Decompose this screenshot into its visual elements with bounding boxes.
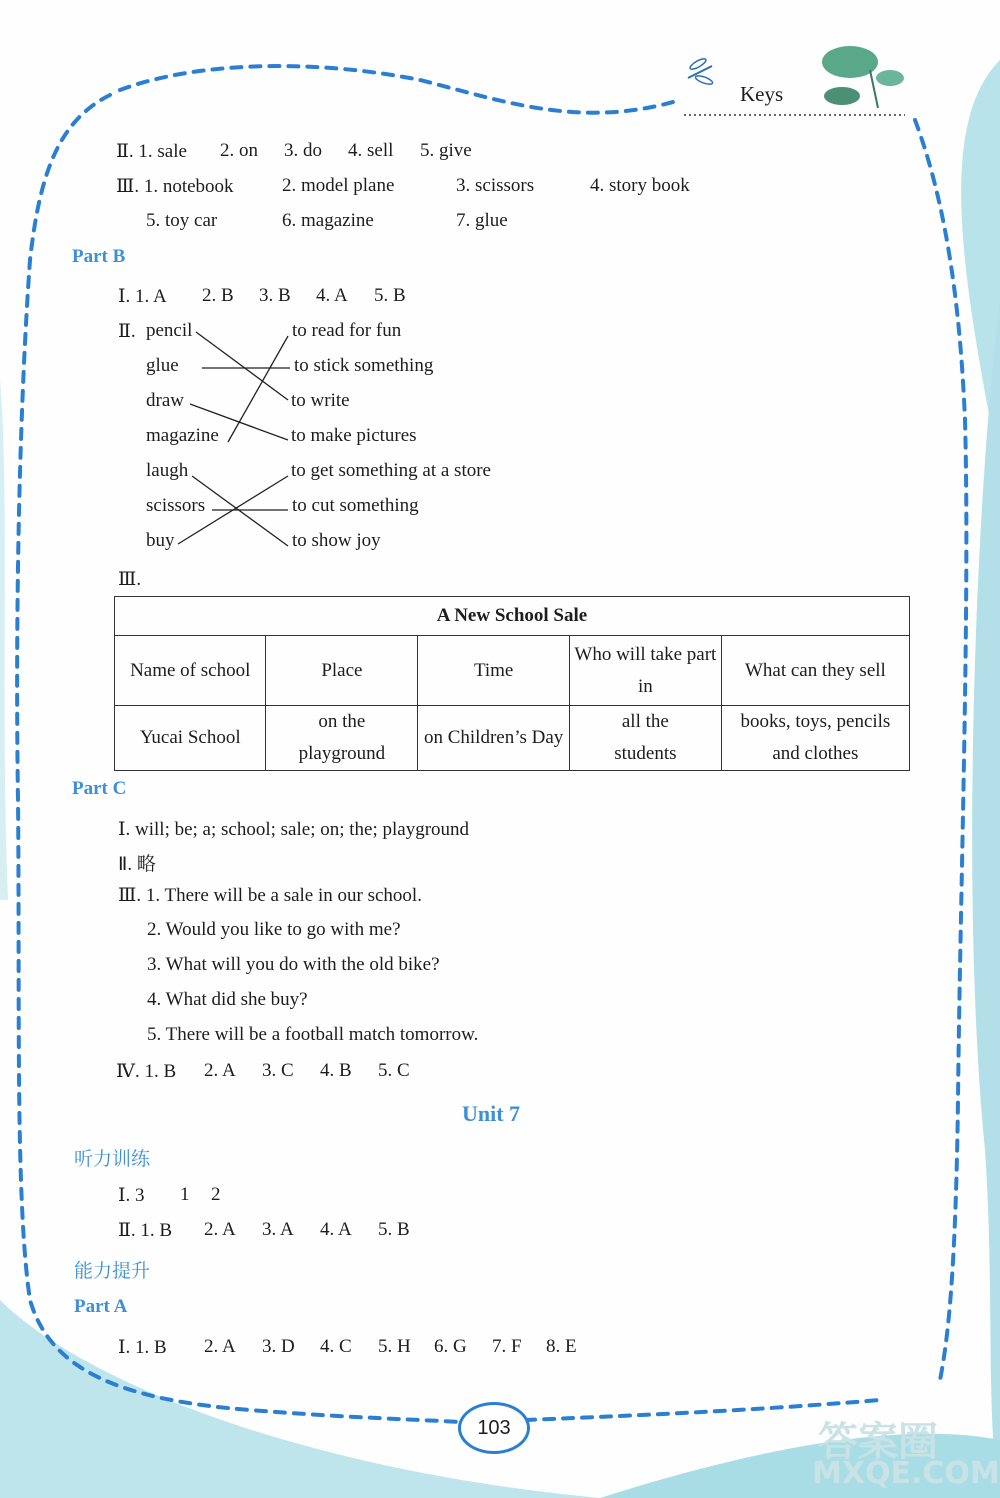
answer-ii-4: 4. sell [348,140,394,161]
answer-iii-2: 2. model plane [282,175,395,196]
answer-ii-1: Ⅱ. 1. sale [116,141,187,162]
partc-iv-1: Ⅳ. 1. B [116,1061,177,1082]
answer-ii-5: 5. give [420,140,472,161]
table-header-who: Who will take part in [569,636,721,706]
match-right-write: to write [291,390,350,411]
match-right-pictures: to make pictures [291,425,417,446]
listening-ii-1: Ⅱ. 1. B [118,1220,173,1241]
partb-ii-marker: Ⅱ. [118,321,136,342]
partc-iv-5: 5. C [378,1060,410,1081]
partb-i-2: 2. B [202,285,234,306]
partb-i-4: 4. A [316,285,348,306]
part-b-heading: Part B [72,246,126,267]
table-cell-what: books, toys, pencils and clothes [721,706,909,771]
partc-iv-2: 2. A [204,1060,236,1081]
ability-heading: 能力提升 [74,1260,151,1282]
watermark-logo: 答案圈 [818,1419,938,1465]
listening-ii-3: 3. A [262,1219,294,1240]
partc-iv-3: 3. C [262,1060,294,1081]
table-header-place: Place [266,636,418,706]
answer-iii-6: 6. magazine [282,210,374,231]
listening-i-2: 1 [180,1184,190,1205]
answer-iii-7: 7. glue [456,210,508,231]
partc-i: Ⅰ. will; be; a; school; sale; on; the; playground [118,819,470,840]
table-cell-place: on the playground [266,706,418,771]
answer-iii-3: 3. scissors [456,175,535,196]
parta-i-3: 3. D [262,1336,295,1357]
answer-ii-3: 3. do [284,140,322,161]
match-left-laugh: laugh [146,460,189,481]
listening-ii-2: 2. A [204,1219,236,1240]
parta-i-4: 4. C [320,1336,352,1357]
parta-i-6: 6. G [434,1336,467,1357]
partc-iii-5: 5. There will be a football match tomorrow. [147,1024,479,1045]
page-number: 103 [458,1402,530,1454]
partc-iii-4: 4. What did she buy? [147,989,308,1010]
table-cell-who: all the students [569,706,721,771]
parta-i-1: Ⅰ. 1. B [118,1337,167,1358]
part-c-heading: Part C [72,778,127,799]
match-left-pencil: pencil [146,320,193,341]
parta-i-2: 2. A [204,1336,236,1357]
partc-iii-3: 3. What will you do with the old bike? [147,954,440,975]
match-right-stick: to stick something [294,355,434,376]
table-cell-time: on Children’s Day [418,706,570,771]
unit-7-heading: Unit 7 [462,1101,521,1126]
partc-iii-2: 2. Would you like to go with me? [147,919,401,940]
matching-lines [0,0,1000,600]
answer-iii-4: 4. story book [590,175,690,196]
school-sale-table [114,596,910,771]
table-cell-school: Yucai School [115,706,266,771]
match-right-store: to get something at a store [291,460,491,481]
header-keys: Keys [740,82,784,106]
parta-i-7: 7. F [492,1336,522,1357]
match-left-magazine: magazine [146,425,219,446]
listening-ii-4: 4. A [320,1219,352,1240]
match-left-buy: buy [146,530,175,551]
parta-i-8: 8. E [546,1336,577,1357]
listening-heading: 听力训练 [74,1148,151,1170]
table-header-time: Time [418,636,570,706]
table-title: A New School Sale [115,597,910,636]
partb-i-3: 3. B [259,285,291,306]
table-header-what: What can they sell [721,636,909,706]
watermark-url: MXQE.COM [812,1456,1000,1491]
answer-ii-2: 2. on [220,140,258,161]
listening-ii-5: 5. B [378,1219,410,1240]
parta-i-5: 5. H [378,1336,411,1357]
answer-iii-1: Ⅲ. 1. notebook [116,176,234,197]
match-right-joy: to show joy [292,530,381,551]
partb-i-5: 5. B [374,285,406,306]
answer-iii-5: 5. toy car [146,210,218,231]
partc-iv-4: 4. B [320,1060,352,1081]
part-a-heading: Part A [74,1296,128,1317]
partb-iii-marker: Ⅲ. [118,569,142,590]
partc-iii-1: Ⅲ. 1. There will be a sale in our school. [118,885,422,906]
match-left-glue: glue [146,355,179,376]
partc-ii: Ⅱ. 略 [118,854,156,875]
match-left-scissors: scissors [146,495,206,516]
match-right-cut: to cut something [292,495,419,516]
match-left-draw: draw [146,390,184,411]
listening-i-3: 2 [211,1184,221,1205]
table-header-name: Name of school [115,636,266,706]
listening-i-1: Ⅰ. 3 [118,1185,145,1206]
match-right-read: to read for fun [292,320,402,341]
partb-i-1: Ⅰ. 1. A [118,286,167,307]
